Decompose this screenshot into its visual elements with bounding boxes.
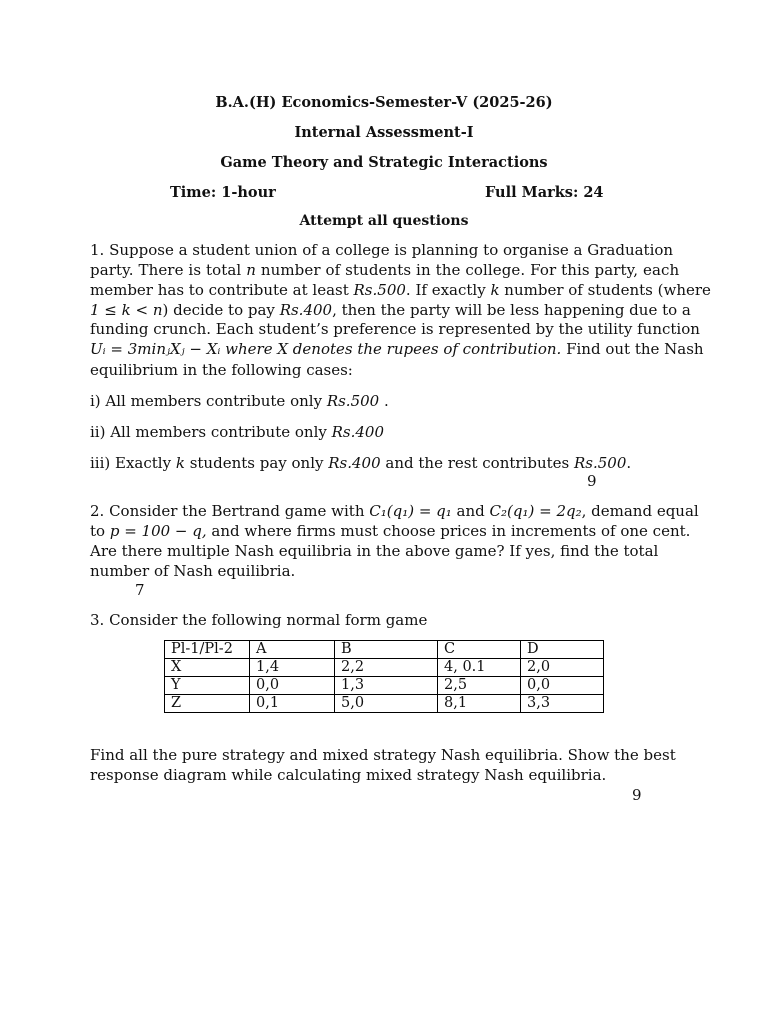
payoff-table — [164, 640, 604, 713]
table-header-cell: Pl-1/Pl-2 — [165, 641, 250, 659]
q1-case-3: iii) Exactly k students pay only Rs.400 and the rest contributes Rs.500. — [90, 454, 632, 472]
q2-line-2: to p = 100 − q, and where firms must choose prices in increments of one cent. — [90, 522, 691, 540]
table-cell: 1,3 — [335, 677, 438, 695]
q2-line-3: Are there multiple Nash equilibria in the above game? If yes, find the total — [90, 542, 659, 560]
q3-line-2: response diagram while calculating mixed strategy Nash equilibria. — [90, 766, 607, 784]
table-cell: 1,4 — [250, 659, 335, 677]
table-row — [165, 695, 604, 713]
q1-line-2: party. There is total n number of students in the college. For this party, each — [90, 261, 680, 279]
table-cell: 0,0 — [521, 677, 604, 695]
table-cell: 0,1 — [250, 695, 335, 713]
table-cell: 2,2 — [335, 659, 438, 677]
table-cell: 8,1 — [438, 695, 521, 713]
q3-intro: 3. Consider the following normal form game — [90, 611, 428, 629]
q2-marks: 7 — [135, 581, 145, 599]
assessment-title: Internal Assessment-I — [294, 124, 474, 141]
q1-case-2: ii) All members contribute only Rs.400 — [90, 423, 384, 441]
table-header-cell: B — [335, 641, 438, 659]
table-cell: 0,0 — [250, 677, 335, 695]
q3-marks: 9 — [632, 786, 642, 804]
q1-case-1: i) All members contribute only Rs.500 . — [90, 392, 389, 410]
instruction: Attempt all questions — [299, 213, 469, 229]
utility-function: Uᵢ = 3minⱼXⱼ − Xᵢ where X denotes the rupees of contribution. — [90, 340, 562, 358]
q2-line-4: number of Nash equilibria. — [90, 562, 296, 580]
table-cell: 5,0 — [335, 695, 438, 713]
table-row — [165, 659, 604, 677]
q1-line-7: equilibrium in the following cases: — [90, 361, 353, 379]
q1-line-1: 1. Suppose a student union of a college is planning to organise a Graduation — [90, 241, 674, 259]
q2-line-1: 2. Consider the Bertrand game with C₁(q₁) = q₁ and C₂(q₁) = 2q₂, demand equal — [90, 502, 699, 520]
table-header-cell: D — [521, 641, 604, 659]
q1-line-5: funding crunch. Each student’s preference is represented by the utility function — [90, 320, 700, 338]
table-row — [165, 677, 604, 695]
table-header-cell: C — [438, 641, 521, 659]
table-cell: Z — [165, 695, 250, 713]
table-cell: X — [165, 659, 250, 677]
q3-line-1: Find all the pure strategy and mixed strategy Nash equilibria. Show the best — [90, 746, 676, 764]
course-title: B.A.(H) Economics-Semester-V (2025-26) — [215, 94, 553, 111]
table-header-cell: A — [250, 641, 335, 659]
time-label: Time: 1-hour — [170, 184, 276, 201]
full-marks-label: Full Marks: 24 — [485, 184, 604, 201]
q1-line-3: member has to contribute at least Rs.500. If exactly k number of students (where — [90, 281, 711, 299]
q1-line-4: 1 ≤ k < n) decide to pay Rs.400, then the party will be less happening due to a — [90, 301, 691, 319]
table-cell: 2,5 — [438, 677, 521, 695]
q1-line-6: Uᵢ = 3minⱼXⱼ − Xᵢ where X denotes the rupees of contribution. Find out the Nash — [90, 340, 704, 358]
table-cell: 2,0 — [521, 659, 604, 677]
table-cell: 4, 0.1 — [438, 659, 521, 677]
subject-title: Game Theory and Strategic Interactions — [220, 154, 548, 171]
table-header-row — [165, 641, 604, 659]
table-cell: Y — [165, 677, 250, 695]
table-cell: 3,3 — [521, 695, 604, 713]
q1-marks: 9 — [587, 472, 597, 490]
